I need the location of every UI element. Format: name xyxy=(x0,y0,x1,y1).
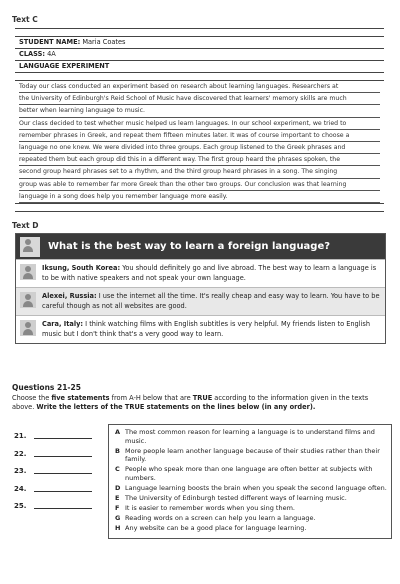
statement-item xyxy=(115,447,387,464)
statement-item xyxy=(115,494,387,503)
statement-letter: C xyxy=(115,465,120,474)
experiment-title: LANGUAGE EXPERIMENT xyxy=(19,62,110,70)
instr-part: Write the letters of the TRUE statements on the lines below (in any order). xyxy=(36,403,316,411)
experiment-form xyxy=(15,28,384,212)
post-author: Alexei, Russia: xyxy=(42,292,97,300)
student-name-value: Maria Coates xyxy=(82,38,126,46)
forum-avatar-icon xyxy=(20,237,40,257)
answer-number: 21. xyxy=(14,432,27,440)
statements-box xyxy=(108,424,392,539)
blank-row xyxy=(15,73,384,81)
instr-part: Choose the xyxy=(12,394,52,402)
post-text: You should definitely go and live abroad. The best way to learn a language is to be with native speakers and not speak your own language. xyxy=(42,264,377,282)
statement-item xyxy=(115,504,387,513)
instr-part: TRUE xyxy=(192,394,213,402)
user-avatar-icon xyxy=(20,320,36,336)
post-author: Cara, Italy: xyxy=(42,320,84,328)
report-line: language no one knew. We were divided into three groups. Each group listened to the Greek phrases and xyxy=(19,142,380,154)
answer-blank[interactable] xyxy=(34,467,92,474)
statement-text: The most common reason for learning a language is to understand films and music. xyxy=(125,428,375,445)
report-line: better when learning language to music. xyxy=(19,105,380,117)
forum-post xyxy=(16,259,385,287)
post-author: Iksung, South Korea: xyxy=(42,264,121,272)
forum-post xyxy=(16,287,385,315)
answer-row xyxy=(14,432,92,450)
student-name-label: STUDENT NAME: xyxy=(19,38,81,46)
user-avatar-icon xyxy=(20,264,36,280)
report-body xyxy=(15,81,384,203)
text-c-label: Text C xyxy=(12,15,38,24)
post-text: I think watching films with English subtitles is very helpful. My friends listen to English music but I don't think that's a very good way to learn. xyxy=(42,320,371,338)
statement-item xyxy=(115,524,387,533)
statement-letter: F xyxy=(115,504,120,513)
statement-item xyxy=(115,428,387,445)
title-row xyxy=(15,61,384,73)
statement-item xyxy=(115,465,387,482)
report-line: the University of Edinburgh's Reid School of Music have discovered that learners' memory skills are much xyxy=(19,93,380,105)
questions-instructions xyxy=(12,394,387,412)
forum-panel xyxy=(15,233,386,344)
post-text: I use the internet all the time. It's really cheap and easy way to learn. You have to be careful though as not all websites are good. xyxy=(42,292,380,310)
statement-letter: B xyxy=(115,446,120,455)
answer-blank[interactable] xyxy=(34,450,92,457)
forum-title: What is the best way to learn a foreign language? xyxy=(48,241,331,252)
user-avatar-icon xyxy=(20,292,36,308)
statement-text: The University of Edinburgh tested different ways of learning music. xyxy=(125,494,347,503)
answer-blank[interactable] xyxy=(34,432,92,439)
statement-text: Reading words on a screen can help you learn a language. xyxy=(125,514,316,523)
statement-text: People who speak more than one language are often better at subjects with numbers. xyxy=(125,465,373,482)
answer-row xyxy=(14,467,92,485)
statement-letter: D xyxy=(115,484,121,493)
statement-item xyxy=(115,514,387,523)
answer-number: 22. xyxy=(14,449,27,458)
report-line: Today our class conducted an experiment based on research about learning languages. Researchers at xyxy=(19,81,380,93)
report-line: Our class decided to test whether music helped us learn languages. In our school experiment, we tried to xyxy=(19,118,380,130)
class-label: CLASS: xyxy=(19,50,45,58)
statement-item xyxy=(115,484,387,493)
answer-blank[interactable] xyxy=(34,502,92,509)
student-name-row xyxy=(15,37,384,49)
instr-part: from A-H below that are xyxy=(109,394,193,402)
statement-text: Any website can be a good place for language learning. xyxy=(125,524,307,533)
statement-letter: H xyxy=(115,524,121,533)
report-line: remember phrases in Greek, and repeat them fifteen minutes later. It was of course important to choose a xyxy=(19,130,380,142)
forum-header xyxy=(16,234,385,259)
answer-blank[interactable] xyxy=(34,485,92,492)
report-line: second group heard phrases set to a rhythm, and the third group heard phrases in a song. The singing xyxy=(19,166,380,178)
report-line: group was able to remember far more Greek than the other two groups. Our conclusion was that learning xyxy=(19,179,380,191)
statement-text: It is easier to remember words when you sing them. xyxy=(125,504,295,513)
text-d-label: Text D xyxy=(12,221,39,230)
instr-part: five statements xyxy=(51,394,110,402)
statement-letter: E xyxy=(115,494,120,503)
report-line: language in a song does help you remember language more easily. xyxy=(19,191,380,203)
answer-number: 25. xyxy=(14,502,27,510)
questions-title: Questions 21-25 xyxy=(12,383,81,392)
answer-row xyxy=(14,485,92,503)
class-value: 4A xyxy=(47,50,56,58)
forum-post xyxy=(16,315,385,343)
answer-row xyxy=(14,450,92,468)
class-row xyxy=(15,49,384,61)
instr-part: according to the information given in the texts above. xyxy=(12,394,369,411)
answer-row xyxy=(14,502,92,520)
answer-number: 24. xyxy=(14,484,27,493)
statement-letter: A xyxy=(115,428,121,436)
statement-text: Language learning boosts the brain when you speak the second language often. xyxy=(125,484,387,493)
bottom-rule xyxy=(15,203,384,212)
top-rule xyxy=(15,28,384,37)
answer-lines xyxy=(14,432,92,520)
statement-letter: G xyxy=(115,514,121,523)
report-line: repeated them but each group did this in a different way. The first group heard the phrases spoken, the xyxy=(19,154,380,166)
statement-text: More people learn another language because of their studies rather than their family. xyxy=(125,446,380,464)
answer-number: 23. xyxy=(14,467,27,475)
